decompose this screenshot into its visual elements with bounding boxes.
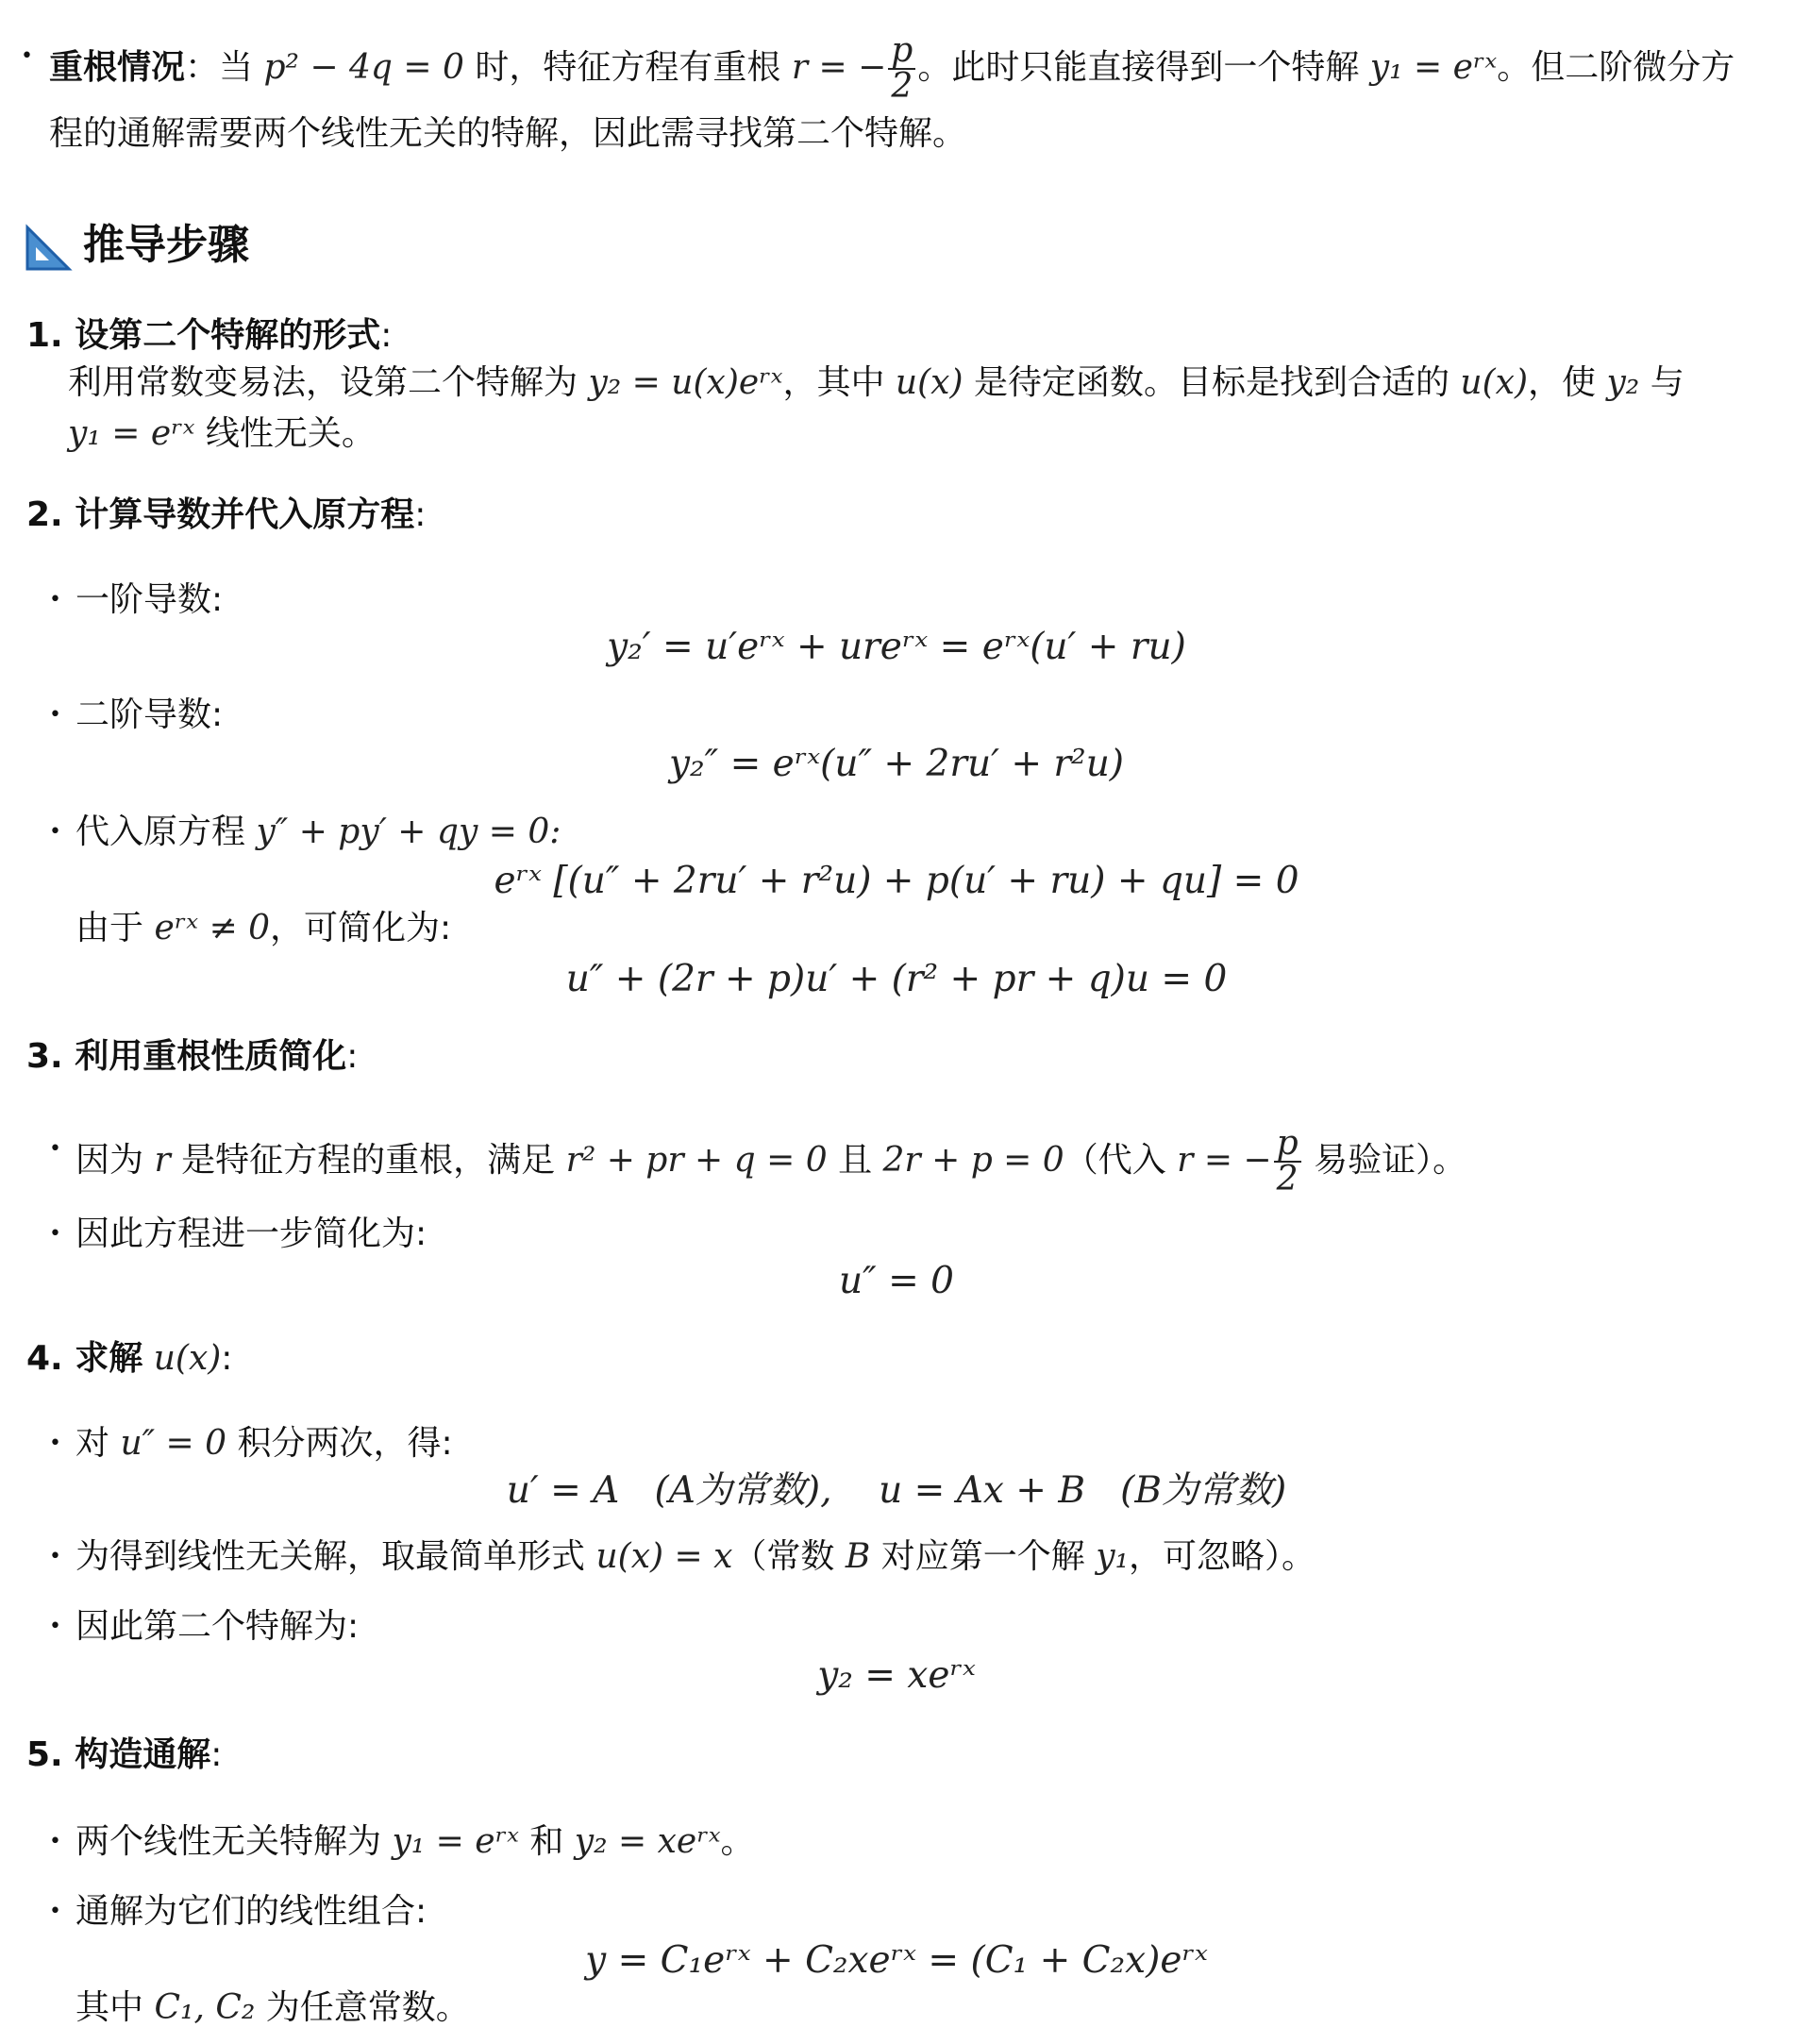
step2-bullet-1: 一阶导数: xyxy=(75,580,224,619)
step2-label: 2. 计算导数并代入原方程: xyxy=(26,495,427,534)
step1-text-2: y₁ = eʳˣ 线性无关。 xyxy=(68,414,376,453)
step5-bullet-2: 通解为它们的线性组合: xyxy=(75,1892,427,1931)
bullet: • xyxy=(21,44,33,68)
step4-bullet-1: 对 u″ = 0 积分两次，得: xyxy=(75,1424,453,1463)
step2-since: 由于 eʳˣ ≠ 0，可简化为: xyxy=(75,909,452,947)
step5-bullet-1: 两个线性无关特解为 y₁ = eʳˣ 和 y₂ = xeʳˣ。 xyxy=(75,1822,755,1861)
bullet: • xyxy=(49,1900,61,1923)
bullet: • xyxy=(49,703,61,727)
step1-label: 1. 设第二个特解的形式: xyxy=(26,316,393,355)
step2-bullet-3: 代入原方程 y″ + py′ + qy = 0: xyxy=(75,813,561,851)
bullet: • xyxy=(49,1545,61,1568)
fraction: $\frac{p}{2}$ xyxy=(888,34,915,104)
step2-bullet-2: 二阶导数: xyxy=(75,695,224,734)
equation: y = C₁eʳˣ + C₂xeʳˣ = (C₁ + C₂x)eʳˣ xyxy=(585,1939,1208,1982)
step3-label: 3. 利用重根性质简化: xyxy=(26,1037,359,1076)
step3-bullet-2: 因此方程进一步简化为: xyxy=(75,1215,427,1253)
equation: u″ = 0 xyxy=(839,1260,954,1302)
set-square-icon xyxy=(25,225,72,272)
equation: eʳˣ [(u″ + 2ru′ + r²u) + p(u′ + ru) + qu] = 0 xyxy=(494,860,1299,902)
step5-label: 5. 构造通解: xyxy=(26,1735,223,1774)
section-title: 推导步骤 xyxy=(83,221,249,269)
bullet: • xyxy=(49,1615,61,1638)
step5-where: 其中 C₁, C₂ 为任意常数。 xyxy=(75,1988,470,2027)
equation: u″ + (2r + p)u′ + (r² + pr + q)u = 0 xyxy=(565,958,1228,1000)
bullet: • xyxy=(49,1137,61,1161)
intro-label: 重根情况 xyxy=(49,48,186,87)
bullet: • xyxy=(49,1222,61,1246)
bullet: • xyxy=(49,820,61,844)
fraction: $\frac{p}{2}$ xyxy=(1274,1127,1301,1197)
bullet: • xyxy=(49,588,61,612)
equation: y₂″ = eʳˣ(u″ + 2ru′ + r²u) xyxy=(668,743,1125,785)
intro-line-2: 程的通解需要两个线性无关的特解，因此需寻找第二个特解。 xyxy=(49,114,967,153)
step4-bullet-2: 为得到线性无关解，取最简单形式 u(x) = x（常数 B 对应第一个解 y₁，可忽略）。 xyxy=(75,1537,1316,1576)
intro-condition: p² − 4q = 0 xyxy=(263,48,464,87)
equation: y₂′ = u′eʳˣ + ureʳˣ = eʳˣ(u′ + ru) xyxy=(607,626,1186,668)
step3-bullet-1: 因为 r 是特征方程的重根，满足 r² + pr + q = 0 且 2r + p = 0（代入 r = − $\frac{p}{2}$ 易验证）。 xyxy=(75,1124,1467,1198)
step1-text-1: 利用常数变易法，设第二个特解为 y₂ = u(x)eʳˣ，其中 u(x) 是待定函数。目标是找到合适的 u(x)，使 y₂ 与 xyxy=(68,363,1684,402)
bullet: • xyxy=(49,1432,61,1455)
intro-line-1: 重根情况：当 p² − 4q = 0 时，特征方程有重根 r = − $\frac{p}{2}$ 。此时只能直接得到一个特解 y₁ = eʳˣ。但二阶微分方 xyxy=(49,31,1735,106)
equation: u′ = A (A为常数), u = Ax + B (B为常数) xyxy=(506,1469,1287,1512)
equation: y₂ = xeʳˣ xyxy=(817,1654,976,1697)
step4-bullet-3: 因此第二个特解为: xyxy=(75,1607,360,1646)
step4-label: 4. 求解 u(x): xyxy=(26,1339,233,1378)
bullet: • xyxy=(49,1830,61,1853)
